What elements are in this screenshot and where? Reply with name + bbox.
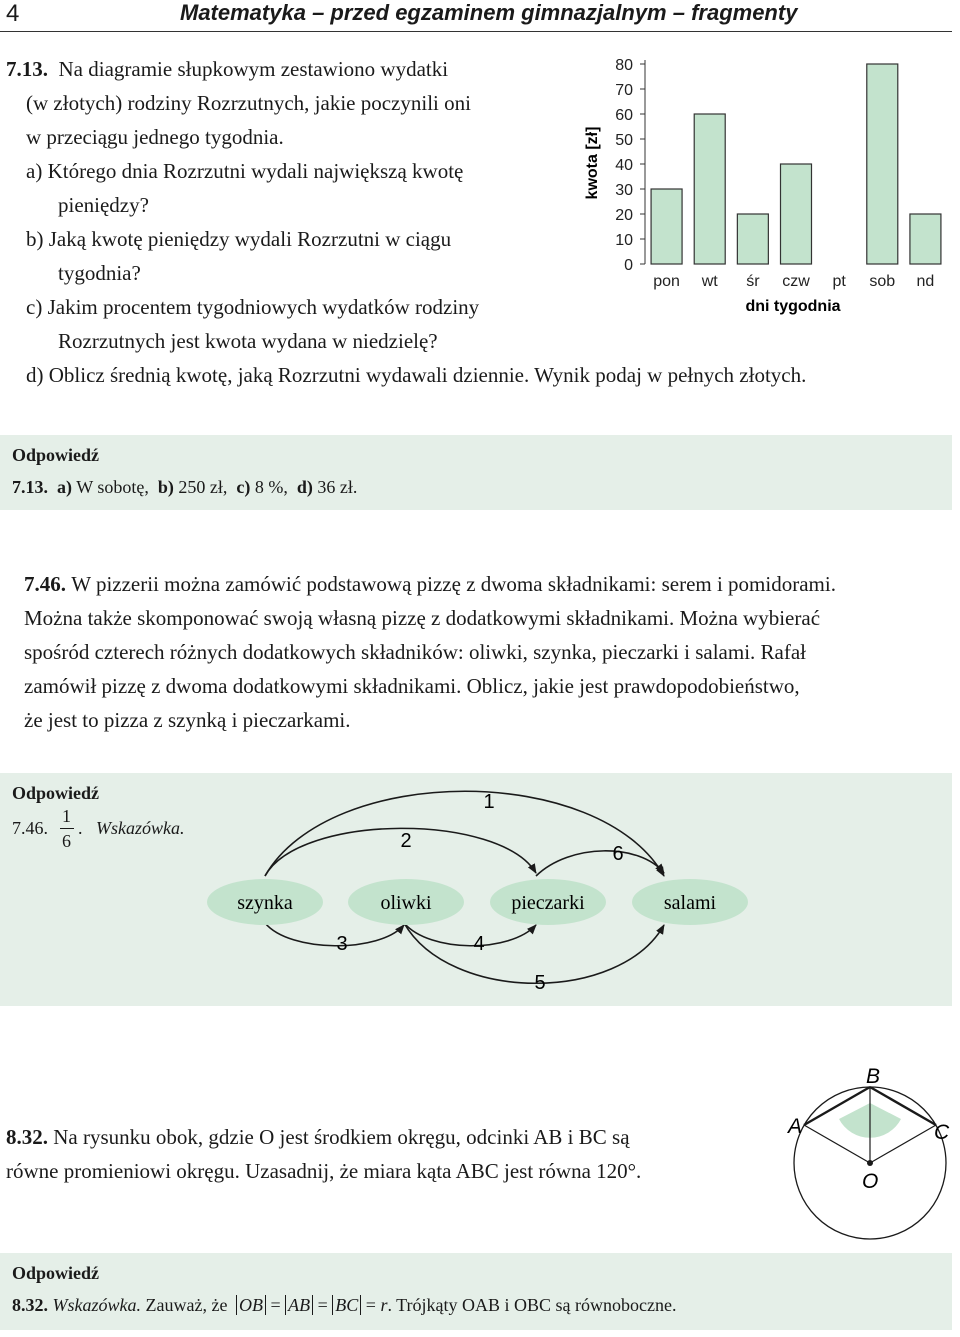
bar-nd	[910, 214, 941, 264]
answer-part-text: 8 %,	[254, 477, 288, 497]
y-tick-label: 10	[615, 232, 633, 249]
segment-name: OB	[238, 1295, 263, 1315]
radius-symbol: r	[380, 1295, 388, 1315]
equals-sign: =	[270, 1295, 281, 1315]
page-number: 4	[6, 0, 20, 27]
answer-box-7-13	[0, 435, 952, 510]
problem-text: Można także skomponować swoją własną pizzę z dodatkowymi składnikami. Można wybierać	[24, 606, 821, 630]
y-tick-label: 30	[615, 182, 633, 199]
hint-label: Wskazówka.	[52, 1295, 141, 1315]
answer-line	[12, 1295, 676, 1316]
x-tick-label: czw	[782, 273, 810, 290]
abs-ab	[285, 1295, 313, 1315]
intro-text: Na diagramie słupkowym zestawiono wydatki	[58, 57, 449, 81]
x-tick-label: nd	[916, 273, 935, 290]
point-label-o: O	[862, 1170, 879, 1193]
y-tick-label: 20	[615, 207, 633, 224]
edge-label: 5	[534, 972, 546, 994]
problem-text: Na rysunku obok, gdzie O jest środkiem okręgu, odcinki AB i BC są	[53, 1125, 630, 1149]
bar-wt	[694, 114, 725, 264]
answer-line	[12, 477, 357, 498]
problem-text: spośród czterech różnych dodatkowych składników: oliwki, szynka, pieczarki i salami. Rafał	[24, 640, 807, 664]
segment-name: AB	[288, 1295, 311, 1315]
bar-czw	[781, 164, 812, 264]
equals-sign: =	[365, 1295, 376, 1315]
bar-sob	[867, 64, 898, 264]
problem-7-13	[6, 52, 586, 358]
question-text: Rozrzutnych jest kwota wydana w niedzielę?	[58, 329, 438, 353]
answer-box-8-32	[0, 1253, 952, 1330]
bar-chart	[575, 48, 955, 323]
edge-label: 1	[483, 791, 495, 813]
answer-number: 7.46.	[12, 818, 48, 838]
problem-number: 7.46.	[24, 572, 66, 596]
point-label-a: A	[788, 1115, 803, 1138]
chart-plot	[615, 57, 941, 290]
question-text: Jaką kwotę pieniędzy wydali Rozrzutni w ciągu	[48, 227, 452, 251]
header-rule	[0, 31, 952, 32]
y-tick-label: 50	[615, 132, 633, 149]
question-label: a)	[26, 159, 43, 183]
node-label: pieczarki	[511, 892, 585, 914]
bar-śr	[737, 214, 768, 264]
problem-intro-line	[6, 52, 586, 86]
fraction-denominator: 6	[62, 831, 71, 851]
segment-name: BC	[335, 1295, 359, 1315]
answer-label: Odpowiedź	[12, 783, 100, 803]
running-header: Matematyka – przed egzaminem gimnazjalnym – fragmenty	[180, 0, 798, 25]
x-tick-label: pon	[653, 273, 680, 290]
node-label: salami	[663, 892, 717, 914]
answer-label: Odpowiedź	[12, 1263, 100, 1283]
question-text: Jakim procentem tygodniowych wydatków rodziny	[47, 295, 480, 319]
pairs-diagram	[0, 773, 952, 1006]
intro-text: (w złotych) rodziny Rozrzutnych, jakie poczynili oni	[26, 91, 471, 115]
y-axis-label: kwota [zł]	[584, 126, 601, 200]
question-text: tygodnia?	[58, 261, 141, 285]
x-tick-label: śr	[746, 273, 760, 290]
arc-szynka-oliwki	[265, 923, 404, 946]
y-tick-label: 80	[615, 57, 633, 74]
answer-text: Zauważ, że	[145, 1295, 228, 1315]
answer-part-label: a)	[57, 477, 72, 497]
intro-text: w przeciągu jednego tygodnia.	[26, 125, 284, 149]
x-tick-label: sob	[869, 273, 896, 290]
y-tick-label: 40	[615, 157, 633, 174]
equals-sign: =	[317, 1295, 328, 1315]
circle-figure	[780, 1066, 956, 1241]
answer-part-text: 250 zł,	[178, 477, 228, 497]
question-text: Którego dnia Rozrzutni wydali największą kwotę	[47, 159, 464, 183]
edge-label: 2	[400, 830, 412, 852]
answer-text: . Trójkąty OAB i OBC są równoboczne.	[387, 1295, 677, 1315]
node-label: oliwki	[380, 892, 432, 914]
answer-dot: .	[78, 818, 83, 838]
answer-part-text: 36 zł.	[317, 477, 358, 497]
problem-number: 8.32.	[6, 1125, 48, 1149]
y-tick-label: 60	[615, 107, 633, 124]
point-label-b: B	[866, 1066, 881, 1088]
edge-label: 4	[473, 933, 485, 955]
problem-text: że jest to pizza z szynką i pieczarkami.	[24, 708, 351, 732]
problem-text: zamówił pizzę z dwoma dodatkowymi składnikami. Oblicz, jakie jest prawdopodobieństwo,	[24, 674, 800, 698]
question-text: pieniędzy?	[58, 193, 149, 217]
answer-part-label: d)	[296, 477, 313, 497]
x-tick-label: wt	[701, 273, 718, 290]
question-text: Oblicz średnią kwotę, jaką Rozrzutni wydawali dziennie. Wynik podaj w pełnych złotych.	[48, 363, 807, 387]
edge-label: 3	[336, 933, 348, 955]
fraction-numerator: 1	[62, 806, 71, 826]
answer-part-label: b)	[157, 477, 174, 497]
problem-line	[6, 1120, 786, 1154]
abs-ob	[236, 1295, 266, 1315]
question-b	[6, 222, 586, 256]
question-label: b)	[26, 227, 44, 251]
arc-oliwki-pieczarki	[404, 923, 536, 946]
question-label: c)	[26, 295, 43, 319]
x-tick-label: pt	[832, 273, 846, 290]
question-a	[6, 154, 586, 188]
answer-label: Odpowiedź	[12, 445, 100, 465]
problem-number: 7.13.	[6, 57, 48, 81]
answer-number: 8.32.	[12, 1295, 48, 1315]
problem-8-32	[6, 1120, 786, 1188]
answer-box-7-46	[0, 773, 952, 1006]
problem-line	[24, 567, 954, 601]
problem-7-46	[24, 567, 954, 737]
answer-part-text: W sobotę,	[76, 477, 149, 497]
node-label: szynka	[237, 892, 293, 914]
point-label-c: C	[934, 1121, 950, 1144]
abs-bc	[332, 1295, 361, 1315]
arc-pieczarki-salami	[536, 851, 664, 876]
answer-number: 7.13.	[12, 477, 48, 497]
answer-part-label: c)	[236, 477, 251, 497]
question-label: d)	[26, 363, 44, 387]
question-c	[6, 290, 586, 324]
bar-pon	[651, 189, 682, 264]
hint-label: Wskazówka.	[96, 818, 185, 838]
x-axis-label: dni tygodnia	[745, 298, 841, 315]
y-tick-label: 70	[615, 82, 633, 99]
y-tick-label: 0	[624, 257, 633, 274]
problem-text: równe promieniowi okręgu. Uzasadnij, że miara kąta ABC jest równa 120°.	[6, 1159, 642, 1183]
problem-text: W pizzerii można zamówić podstawową pizzę z dwoma składnikami: serem i pomidorami.	[71, 572, 836, 596]
edge-label: 6	[612, 843, 624, 865]
question-d	[26, 358, 956, 392]
center-point	[867, 1160, 873, 1166]
